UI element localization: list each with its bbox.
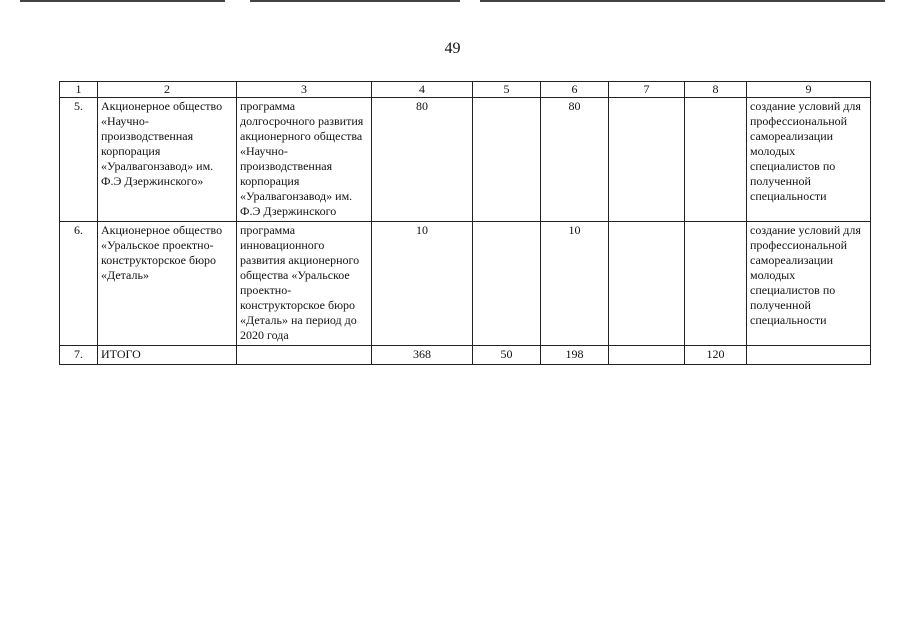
column-header-8: 8 [685,82,747,98]
value-cell-col5 [473,98,541,222]
total-cell-col4: 368 [372,346,473,365]
total-cell-col8: 120 [685,346,747,365]
total-cell-col5: 50 [473,346,541,365]
purpose-cell: создание условий для профессиональной самореализации молодых специалистов по полученной специальности [747,98,871,222]
top-scan-rule-mid [250,0,460,2]
row-number: 6. [60,222,98,346]
table-row [60,222,871,346]
program-cell: программа инновационного развития акционерного общества «Уральское проектно-конструкторское бюро «Деталь» на период до 2020 года [237,222,372,346]
column-header-9: 9 [747,82,871,98]
purpose-cell: создание условий для профессиональной самореализации молодых специалистов по полученной специальности [747,222,871,346]
value-cell-col7 [609,222,685,346]
total-program-cell [237,346,372,365]
value-cell-col5 [473,222,541,346]
value-cell-col8 [685,222,747,346]
total-cell-col6: 198 [541,346,609,365]
total-row [60,346,871,365]
top-scan-rule-right [480,0,885,2]
column-header-4: 4 [372,82,473,98]
column-header-6: 6 [541,82,609,98]
column-header-7: 7 [609,82,685,98]
value-cell-col6: 80 [541,98,609,222]
total-purpose-cell [747,346,871,365]
row-number: 5. [60,98,98,222]
column-header-5: 5 [473,82,541,98]
column-header-1: 1 [60,82,98,98]
value-cell-col8 [685,98,747,222]
row-number: 7. [60,346,98,365]
column-header-3: 3 [237,82,372,98]
program-cell: программа долгосрочного развития акционерного общества «Научно-производственная корпорация «Уралвагонзавод» им. Ф.Э Дзержинского [237,98,372,222]
value-cell-col4: 80 [372,98,473,222]
value-cell-col4: 10 [372,222,473,346]
organization-cell: Акционерное общество «Уральское проектно-конструкторское бюро «Деталь» [98,222,237,346]
organization-cell: Акционерное общество «Научно-производственная корпорация «Уралвагонзавод» им. Ф.Э Дзержинского» [98,98,237,222]
total-label: ИТОГО [98,346,237,365]
header-row [60,82,871,98]
top-scan-rule-left [20,0,225,2]
page-number: 49 [444,40,461,57]
value-cell-col7 [609,98,685,222]
table-row [60,98,871,222]
document-table [59,81,871,365]
total-cell-col7 [609,346,685,365]
column-header-2: 2 [98,82,237,98]
value-cell-col6: 10 [541,222,609,346]
